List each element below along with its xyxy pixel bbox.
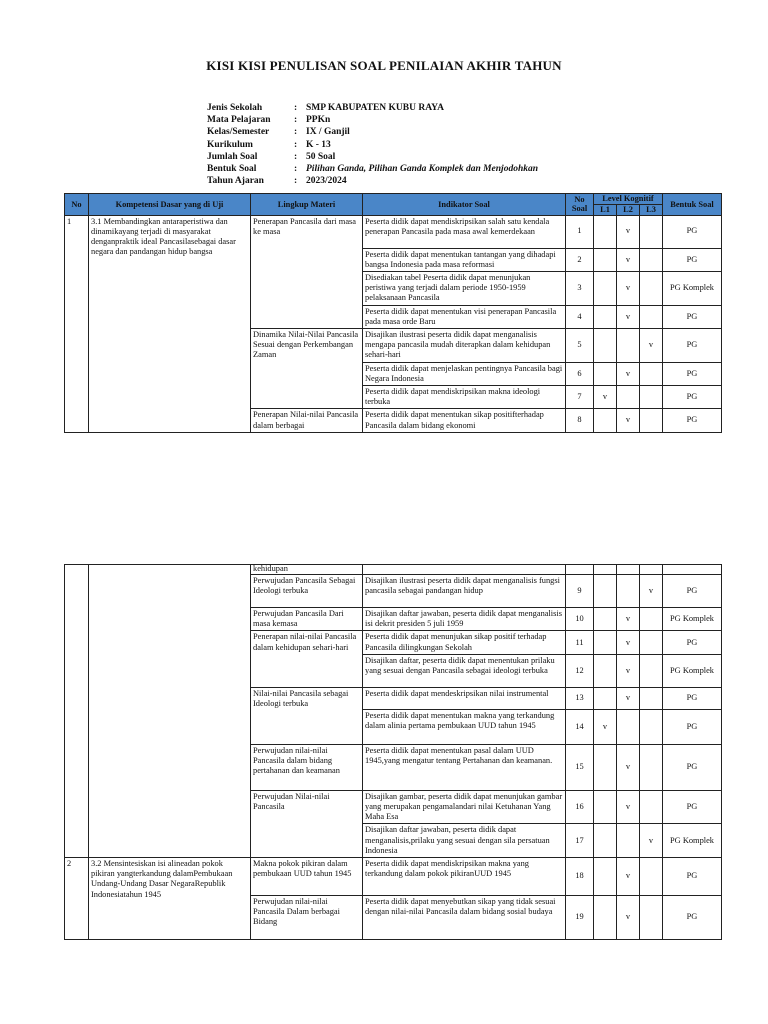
no-cell bbox=[65, 565, 89, 858]
info-row bbox=[207, 102, 538, 114]
bentuk-soal-cell: PG Komplek bbox=[663, 271, 722, 305]
bentuk-soal-cell: PG bbox=[663, 385, 722, 408]
level-l3-cell bbox=[640, 271, 663, 305]
lingkup-materi-cell: Perwujudan Pancasila Dari masa kemasa bbox=[251, 608, 363, 631]
no-soal-cell: 6 bbox=[566, 362, 594, 385]
info-key: Kurikulum bbox=[207, 139, 253, 150]
lingkup-materi-cell: Dinamika Nilai-Nilai Pancasila Sesuai dengan Perkembangan Zaman bbox=[251, 328, 363, 408]
bentuk-soal-cell: PG bbox=[663, 858, 722, 896]
header-bentuk-soal: Bentuk Soal bbox=[663, 194, 722, 216]
info-key: Mata Pelajaran bbox=[207, 115, 271, 126]
no-soal-cell: 9 bbox=[566, 575, 594, 608]
header-level-kognitif: Level Kognitif bbox=[594, 194, 663, 205]
level-l2-cell: v bbox=[617, 305, 640, 328]
kompetensi-dasar-cell: 3.2 Mensintesiskan isi alineadan pokok pikiran yangterkandung dalamPembukaan Undang-Undang Dasar NegaraRepublik Indonesiatahun 1945 bbox=[89, 858, 251, 940]
no-soal-cell: 3 bbox=[566, 271, 594, 305]
indikator-cell: Disajikan gambar, peserta didik dapat menunjukan gambar yang merupakan pengamalandari nilai Ketuhanan Yang Maha Esa bbox=[363, 790, 566, 824]
indikator-cell: Peserta didik dapat menjelaskan pentingnya Pancasila bagi Negara Indonesia bbox=[363, 362, 566, 385]
info-row bbox=[207, 163, 538, 175]
kisi-table-page-1 bbox=[64, 193, 722, 433]
lingkup-materi-cell: Perwujudan Nilai-nilai Pancasila bbox=[251, 790, 363, 857]
level-l2-cell bbox=[617, 385, 640, 408]
lingkup-materi-cell: Penerapan nilai-nilai Pancasila dalam kehidupan sehari-hari bbox=[251, 631, 363, 687]
level-l1-cell bbox=[594, 575, 617, 608]
level-l3-cell: v bbox=[640, 575, 663, 608]
level-l3-cell bbox=[640, 654, 663, 687]
level-l3-cell bbox=[640, 248, 663, 271]
bentuk-soal-cell: PG bbox=[663, 709, 722, 744]
info-row bbox=[207, 151, 538, 163]
level-l2-cell bbox=[617, 575, 640, 608]
no-soal-cell: 15 bbox=[566, 744, 594, 790]
no-soal-cell: 8 bbox=[566, 409, 594, 432]
bentuk-soal-cell: PG Komplek bbox=[663, 654, 722, 687]
document-title: KISI KISI PENULISAN SOAL PENILAIAN AKHIR TAHUN bbox=[206, 58, 562, 73]
info-colon: : bbox=[294, 103, 298, 113]
lingkup-materi-cell: kehidupan bbox=[251, 565, 363, 575]
header-l2: L2 bbox=[617, 204, 640, 215]
info-colon: : bbox=[294, 139, 298, 150]
info-colon: : bbox=[294, 115, 298, 126]
indikator-cell: Disajikan ilustrasi peserta didik dapat menganalisis mengapa pancasila mudah diterapkan dalam kehidupan sehari-hari bbox=[363, 328, 566, 362]
level-l2-cell: v bbox=[617, 631, 640, 654]
empty-cell bbox=[617, 565, 640, 575]
indikator-cell: Peserta didik dapat mendeskripsikan nilai instrumental bbox=[363, 687, 566, 709]
level-l1-cell bbox=[594, 858, 617, 896]
indikator-cell: Peserta didik dapat menyebutkan sikap yang tidak sesuai dengan nilai-nilai Pancasila dalam bidang sosial budaya bbox=[363, 896, 566, 940]
bentuk-soal-cell: PG bbox=[663, 328, 722, 362]
no-soal-cell: 12 bbox=[566, 654, 594, 687]
info-value: 2023/2024 bbox=[306, 176, 347, 187]
level-l3-cell bbox=[640, 362, 663, 385]
level-l2-cell: v bbox=[617, 608, 640, 631]
header-l1: L1 bbox=[594, 204, 617, 215]
indikator-cell: Disajikan daftar, peserta didik dapat menentukan prilaku yang sesuai dengan Pancasila sebagai ideologi terbuka bbox=[363, 654, 566, 687]
header-kompetensi-dasar: Kompetensi Dasar yang di Uji bbox=[89, 194, 251, 216]
indikator-cell: Peserta didik dapat mendiskripsikan salah satu kendala penerapan Pancasila pada masa awal kemerdekaan bbox=[363, 215, 566, 248]
level-l2-cell: v bbox=[617, 248, 640, 271]
header-no-soal: No Soal bbox=[566, 194, 594, 216]
level-l1-cell: v bbox=[594, 385, 617, 408]
level-l1-cell bbox=[594, 271, 617, 305]
level-l1-cell bbox=[594, 631, 617, 654]
bentuk-soal-cell: PG bbox=[663, 248, 722, 271]
info-row bbox=[207, 175, 538, 187]
level-l1-cell bbox=[594, 362, 617, 385]
indikator-cell: Disajikan ilustrasi peserta didik dapat menganalisis fungsi pancasila sebagai pandangan hidup bbox=[363, 575, 566, 608]
kompetensi-dasar-cell: 3.1 Membandingkan antaraperistiwa dan dinamikayang terjadi di masyarakat denganpraktik ideal Pancasilasebagai dasar negara dan pandangan hidup bangsa bbox=[89, 215, 251, 432]
level-l3-cell bbox=[640, 215, 663, 248]
level-l1-cell: v bbox=[594, 709, 617, 744]
bentuk-soal-cell: PG bbox=[663, 215, 722, 248]
header-no: No bbox=[65, 194, 89, 216]
bentuk-soal-cell: PG Komplek bbox=[663, 824, 722, 858]
info-colon: : bbox=[294, 151, 298, 162]
level-l1-cell bbox=[594, 328, 617, 362]
empty-cell bbox=[594, 565, 617, 575]
info-key: Jumlah Soal bbox=[207, 151, 258, 162]
level-l1-cell bbox=[594, 654, 617, 687]
no-cell: 2 bbox=[65, 858, 89, 940]
no-soal-cell: 13 bbox=[566, 687, 594, 709]
empty-cell bbox=[566, 565, 594, 575]
header-lingkup-materi: Lingkup Materi bbox=[251, 194, 363, 216]
no-soal-cell: 18 bbox=[566, 858, 594, 896]
bentuk-soal-cell: PG Komplek bbox=[663, 608, 722, 631]
table-row bbox=[65, 565, 722, 575]
bentuk-soal-cell: PG bbox=[663, 790, 722, 824]
info-colon: : bbox=[294, 176, 298, 187]
level-l2-cell: v bbox=[617, 896, 640, 940]
level-l3-cell bbox=[640, 687, 663, 709]
level-l3-cell bbox=[640, 608, 663, 631]
level-l2-cell: v bbox=[617, 362, 640, 385]
indikator-cell: Peserta didik dapat menentukan pasal dalam UUD 1945,yang mengatur tentang Pertahanan dan keamanan. bbox=[363, 744, 566, 790]
level-l1-cell bbox=[594, 608, 617, 631]
level-l3-cell bbox=[640, 409, 663, 432]
indikator-cell: Peserta didik dapat menentukan tantangan yang dihadapi bangsa Indonesia pada masa reformasi bbox=[363, 248, 566, 271]
no-soal-cell: 19 bbox=[566, 896, 594, 940]
header-l3: L3 bbox=[640, 204, 663, 215]
no-soal-cell: 10 bbox=[566, 608, 594, 631]
level-l1-cell bbox=[594, 215, 617, 248]
lingkup-materi-cell: Penerapan Nilai-nilai Pancasila dalam berbagai bbox=[251, 409, 363, 432]
no-soal-cell: 2 bbox=[566, 248, 594, 271]
bentuk-soal-cell: PG bbox=[663, 744, 722, 790]
info-colon: : bbox=[294, 127, 298, 138]
info-colon: : bbox=[294, 164, 298, 175]
bentuk-soal-cell: PG bbox=[663, 409, 722, 432]
level-l3-cell bbox=[640, 790, 663, 824]
no-cell: 1 bbox=[65, 215, 89, 432]
indikator-cell: Disediakan tabel Peserta didik dapat menunjukan peristiwa yang terjadi dalam periode 1950-1959 pelaksanaan Pancasila bbox=[363, 271, 566, 305]
level-l2-cell: v bbox=[617, 409, 640, 432]
header-indikator-soal: Indikator Soal bbox=[363, 194, 566, 216]
level-l1-cell bbox=[594, 409, 617, 432]
kisi-table-page-2 bbox=[64, 564, 722, 940]
bentuk-soal-cell: PG bbox=[663, 362, 722, 385]
lingkup-materi-cell: Perwujudan nilai-nilai Pancasila dalam bidang pertahanan dan keamanan bbox=[251, 744, 363, 790]
level-l1-cell bbox=[594, 790, 617, 824]
info-value: PPKn bbox=[306, 115, 331, 126]
indikator-cell: Peserta didik dapat menunjukan sikap positif terhadap Pancasila dilingkungan Sekolah bbox=[363, 631, 566, 654]
level-l1-cell bbox=[594, 744, 617, 790]
info-value: Pilihan Ganda, Pilihan Ganda Komplek dan Menjodohkan bbox=[306, 164, 539, 175]
indikator-cell: Peserta didik dapat mendiskripsikan makna ideologi terbuka bbox=[363, 385, 566, 408]
bentuk-soal-cell: PG bbox=[663, 631, 722, 654]
lingkup-materi-cell: Nilai-nilai Pancasila sebagai Ideologi terbuka bbox=[251, 687, 363, 744]
info-key: Jenis Sekolah bbox=[207, 103, 263, 113]
info-value: SMP KABUPATEN KUBU RAYA bbox=[306, 103, 445, 113]
no-soal-cell: 11 bbox=[566, 631, 594, 654]
no-soal-cell: 5 bbox=[566, 328, 594, 362]
info-block bbox=[207, 102, 538, 187]
empty-cell bbox=[363, 565, 566, 575]
table-row bbox=[65, 215, 722, 248]
empty-cell bbox=[640, 565, 663, 575]
level-l2-cell: v bbox=[617, 687, 640, 709]
lingkup-materi-cell: Penerapan Pancasila dari masa ke masa bbox=[251, 215, 363, 328]
bentuk-soal-cell: PG bbox=[663, 896, 722, 940]
kompetensi-dasar-cell bbox=[89, 565, 251, 858]
level-l2-cell: v bbox=[617, 654, 640, 687]
info-row bbox=[207, 114, 538, 126]
level-l3-cell bbox=[640, 631, 663, 654]
level-l3-cell bbox=[640, 896, 663, 940]
lingkup-materi-cell: Perwujudan nilai-nilai Pancasila Dalam berbagai Bidang bbox=[251, 896, 363, 940]
no-soal-cell: 7 bbox=[566, 385, 594, 408]
lingkup-materi-cell: Makna pokok pikiran dalam pembukaan UUD tahun 1945 bbox=[251, 858, 363, 896]
indikator-cell: Peserta didik dapat menentukan sikap positifterhadap Pancasila dalam bidang ekonomi bbox=[363, 409, 566, 432]
lingkup-materi-cell: Perwujudan Pancasila Sebagai Ideologi terbuka bbox=[251, 575, 363, 608]
level-l3-cell bbox=[640, 858, 663, 896]
no-soal-cell: 17 bbox=[566, 824, 594, 858]
level-l2-cell: v bbox=[617, 858, 640, 896]
level-l2-cell: v bbox=[617, 790, 640, 824]
table-row bbox=[65, 858, 722, 896]
bentuk-soal-cell: PG bbox=[663, 575, 722, 608]
no-soal-cell: 14 bbox=[566, 709, 594, 744]
info-row bbox=[207, 126, 538, 138]
level-l3-cell: v bbox=[640, 824, 663, 858]
info-value: 50 Soal bbox=[306, 151, 336, 162]
level-l2-cell: v bbox=[617, 744, 640, 790]
level-l3-cell: v bbox=[640, 328, 663, 362]
level-l1-cell bbox=[594, 687, 617, 709]
info-value: K - 13 bbox=[306, 139, 331, 150]
info-value: IX / Ganjil bbox=[306, 127, 350, 138]
no-soal-cell: 16 bbox=[566, 790, 594, 824]
level-l1-cell bbox=[594, 248, 617, 271]
level-l2-cell bbox=[617, 709, 640, 744]
info-key: Bentuk Soal bbox=[207, 164, 257, 175]
level-l3-cell bbox=[640, 305, 663, 328]
no-soal-cell: 4 bbox=[566, 305, 594, 328]
no-soal-cell: 1 bbox=[566, 215, 594, 248]
level-l3-cell bbox=[640, 385, 663, 408]
indikator-cell: Peserta didik dapat menentukan visi penerapan Pancasila pada masa orde Baru bbox=[363, 305, 566, 328]
level-l1-cell bbox=[594, 305, 617, 328]
level-l2-cell: v bbox=[617, 271, 640, 305]
level-l2-cell bbox=[617, 824, 640, 858]
level-l1-cell bbox=[594, 896, 617, 940]
info-row bbox=[207, 139, 538, 151]
level-l3-cell bbox=[640, 709, 663, 744]
info-key: Kelas/Semester bbox=[207, 127, 270, 138]
level-l2-cell bbox=[617, 328, 640, 362]
level-l1-cell bbox=[594, 824, 617, 858]
indikator-cell: Disajikan daftar jawaban, peserta didik dapat menganalisis isi dekrit presiden 5 juli 1959 bbox=[363, 608, 566, 631]
bentuk-soal-cell: PG bbox=[663, 305, 722, 328]
level-l3-cell bbox=[640, 744, 663, 790]
info-key: Tahun Ajaran bbox=[207, 176, 264, 187]
indikator-cell: Disajikan daftar jawaban, peserta didik dapat menganalisis,prilaku yang sesuai dengan sila persatuan Indonesia bbox=[363, 824, 566, 858]
bentuk-soal-cell: PG bbox=[663, 687, 722, 709]
level-l2-cell: v bbox=[617, 215, 640, 248]
indikator-cell: Peserta didik dapat mendiskripsikan makna yang terkandung dalam pokok pikiranUUD 1945 bbox=[363, 858, 566, 896]
empty-cell bbox=[663, 565, 722, 575]
indikator-cell: Peserta didik dapat menentukan makna yang terkandung dalam alinia pertama pembukaan UUD tahun 1945 bbox=[363, 709, 566, 744]
